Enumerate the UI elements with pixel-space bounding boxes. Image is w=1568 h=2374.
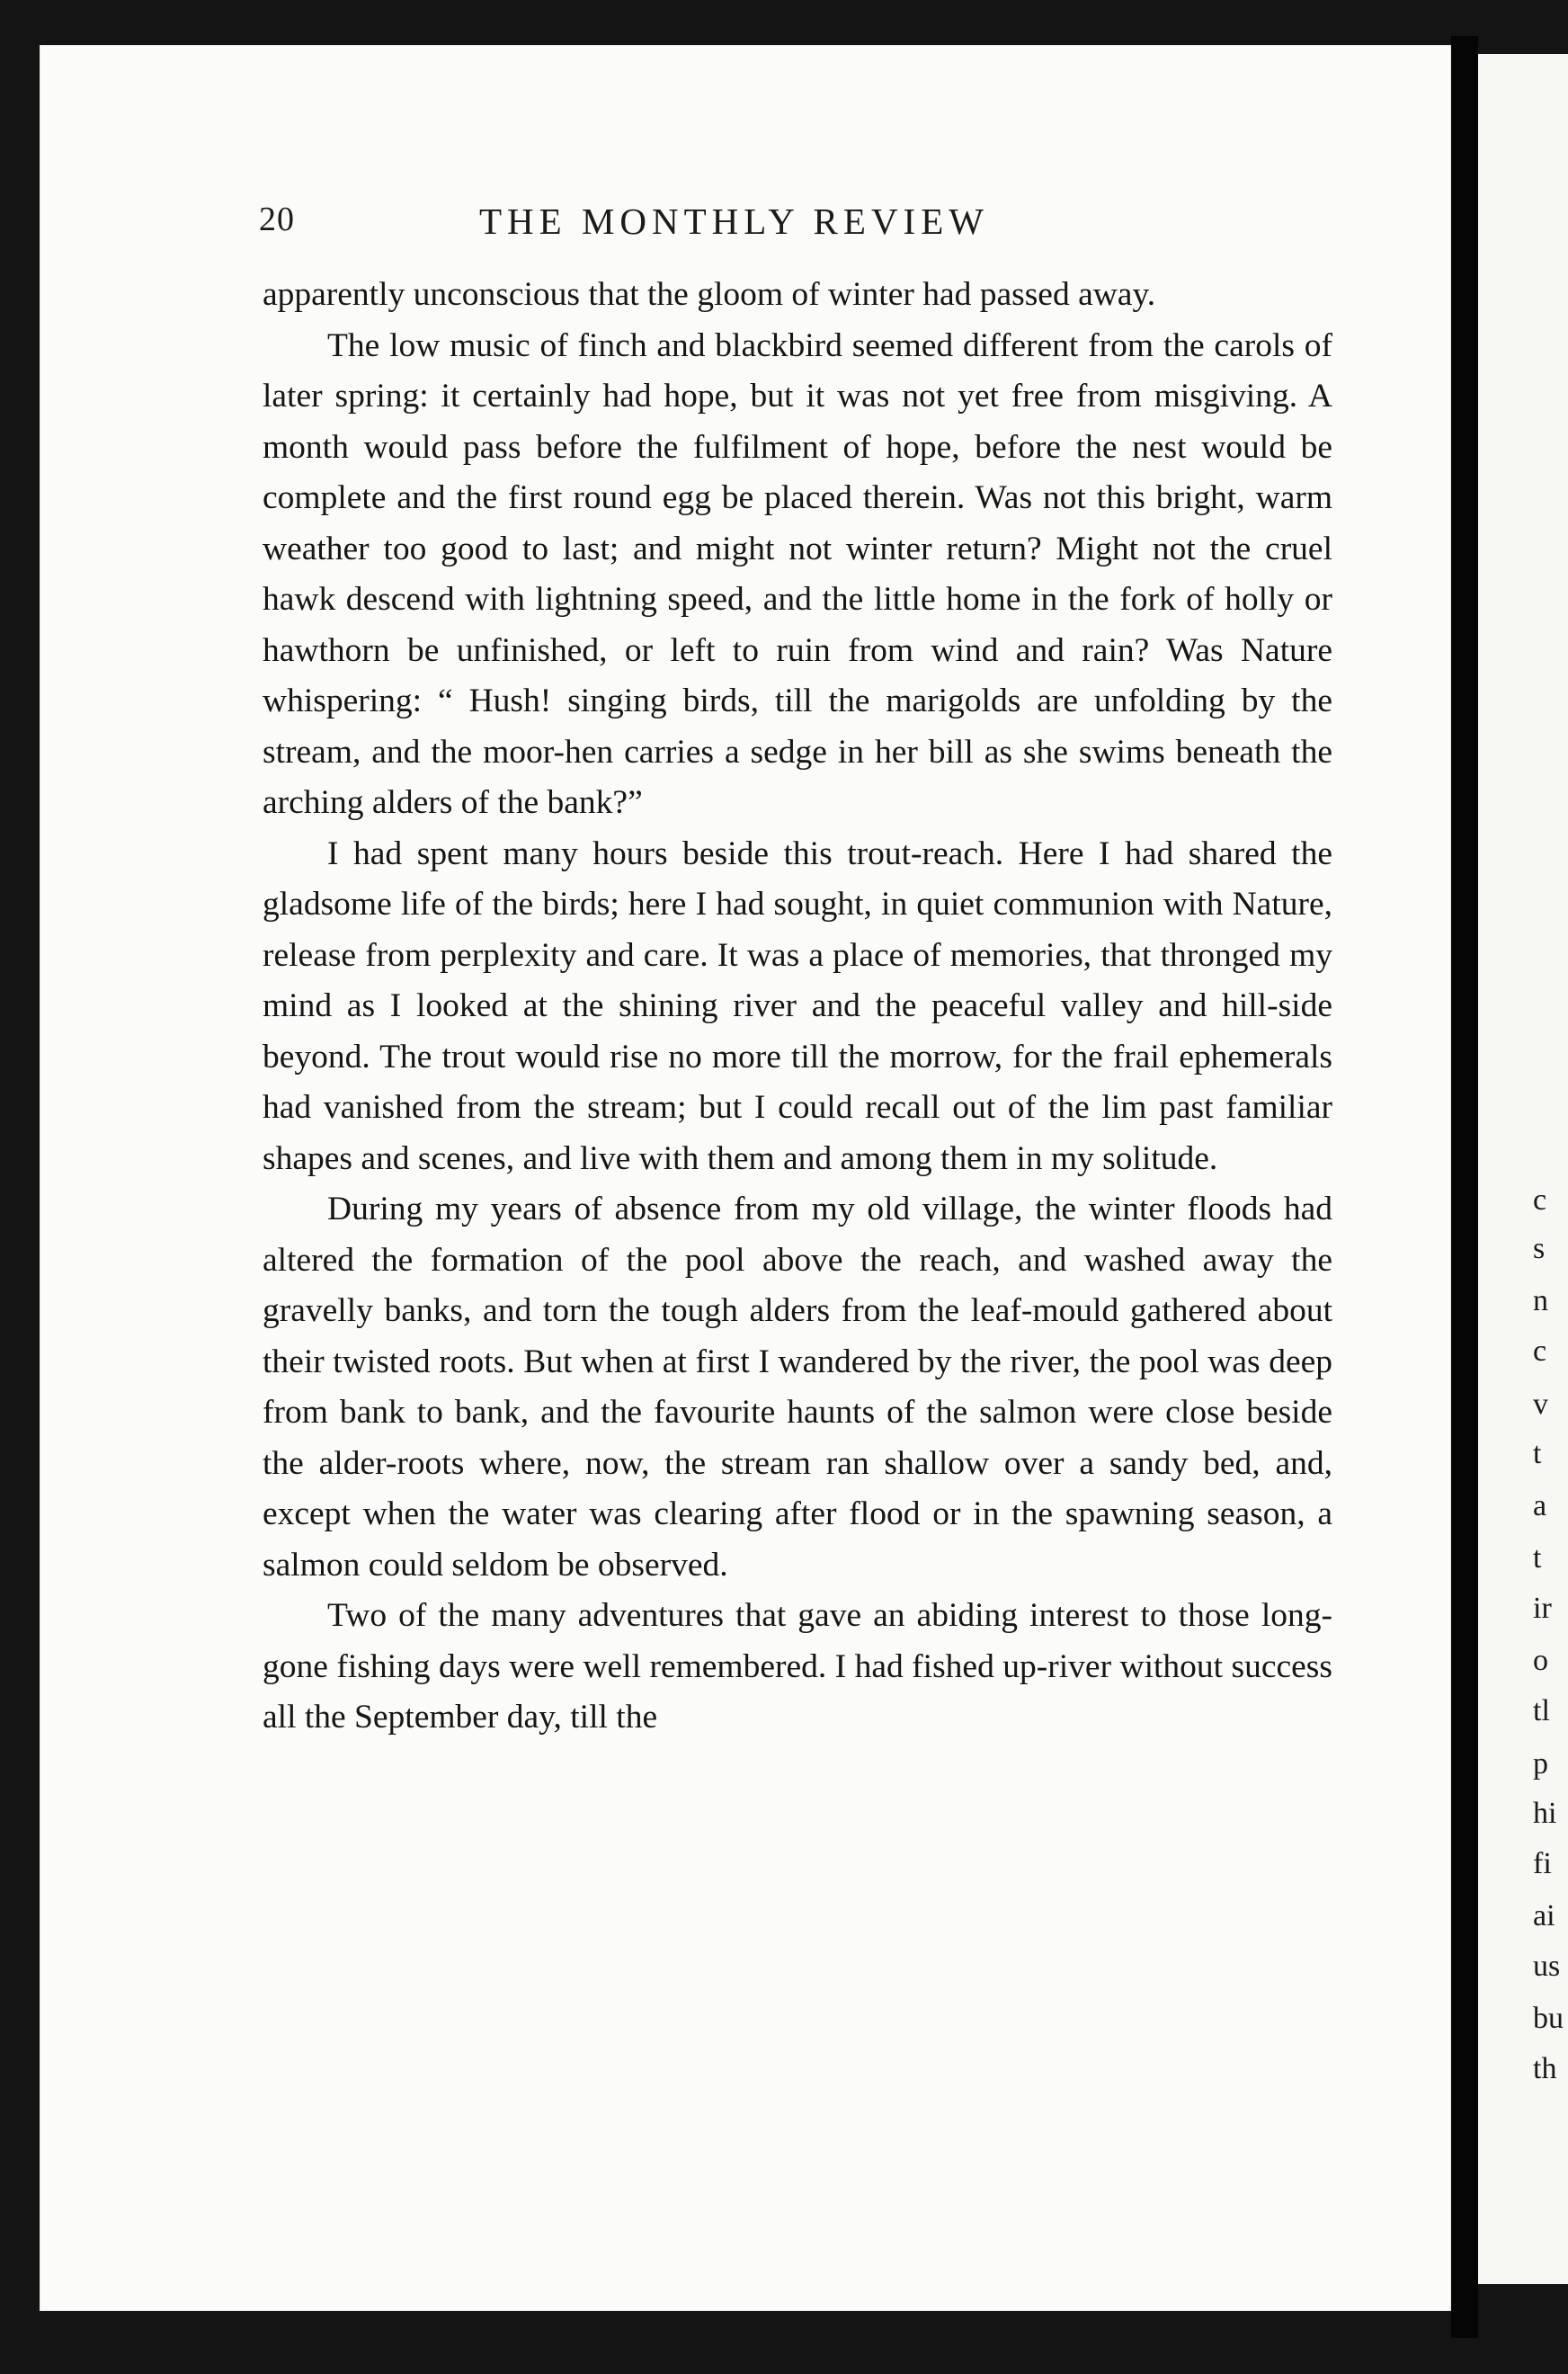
facing-fragment: ir	[1533, 1592, 1552, 1625]
journal-title: THE MONTHLY REVIEW	[479, 201, 989, 242]
facing-fragment: s	[1533, 1232, 1546, 1265]
running-head	[259, 200, 1333, 250]
page-number: 20	[259, 201, 295, 238]
paragraph: I had spent many hours beside this trout-reach. Here I had shared the gladsome life of the birds; here I had sought, in quiet communion with Nature, release from perplexity and care. It was a place of memories, that thronged my mind as I looked at the shining river and the peaceful valley and hill-side beyond. The trout would rise no more till the morrow, for the frail ephemerals had vanished from the stream; but I could recall out of the lim past familiar shapes and scenes, and live with them and among them in my solitude.	[263, 834, 1332, 1177]
facing-fragment: c	[1533, 1183, 1547, 1217]
facing-fragment: hi	[1533, 1797, 1557, 1830]
facing-fragment: bu	[1533, 2002, 1564, 2035]
paragraph: Two of the many adventures that gave an abiding interest to those long-gone fishing days were well remembered. I had fished up-river without success all the September day, till the	[263, 1597, 1332, 1736]
facing-fragment: v	[1533, 1388, 1548, 1421]
facing-fragment: a	[1533, 1489, 1547, 1522]
facing-fragment: t	[1533, 1437, 1542, 1470]
facing-fragment: p	[1533, 1747, 1548, 1780]
book-gutter	[1451, 36, 1478, 2338]
facing-fragment: t	[1533, 1541, 1542, 1575]
body-text	[263, 270, 1332, 1744]
facing-fragment: us	[1533, 1950, 1561, 1983]
facing-fragment: ai	[1533, 1899, 1555, 1932]
facing-fragment: fi	[1533, 1847, 1552, 1880]
facing-fragment: c	[1533, 1334, 1547, 1368]
facing-fragment: tl	[1533, 1694, 1550, 1727]
paragraph: During my years of absence from my old village, the winter floods had altered the formation of the pool above the reach, and washed away the gravelly banks, and torn the tough alders from the leaf-mould gathered about their twisted roots. But when at first I wandered by the river, the pool was deep from bank to bank, and the favourite haunts of the salmon were close beside the alder-roots where, now, the stream ran shallow over a sandy bed, and, except when the water was clearing after flood or in the spawning season, a salmon could seldom be observed.	[263, 1191, 1332, 1584]
paragraph: apparently unconscious that the gloom of winter had passed away.	[263, 276, 1156, 313]
facing-fragment: th	[1533, 2052, 1557, 2085]
paragraph: The low music of finch and blackbird seemed different from the carols of later spring: it certainly had hope, but it was not yet free from misgiving. A month would pass before the fulfilment of hope, before the nest would be complete and the first round egg be placed therein. Was not this bright, warm weather too good to last; and might not winter return? Might not the cruel hawk descend with lightning speed, and the little home in the fork of holly or hawthorn be unfinished, or left to ruin from wind and rain? Was Nature whispering: “ Hush! singing birds, till the marigolds are unfolding by the stream, and the moor-hen carries a sedge in her bill as she swims beneath the arching alders of the bank?”	[263, 326, 1332, 821]
facing-fragment: o	[1533, 1644, 1548, 1677]
facing-fragment: n	[1533, 1284, 1548, 1317]
